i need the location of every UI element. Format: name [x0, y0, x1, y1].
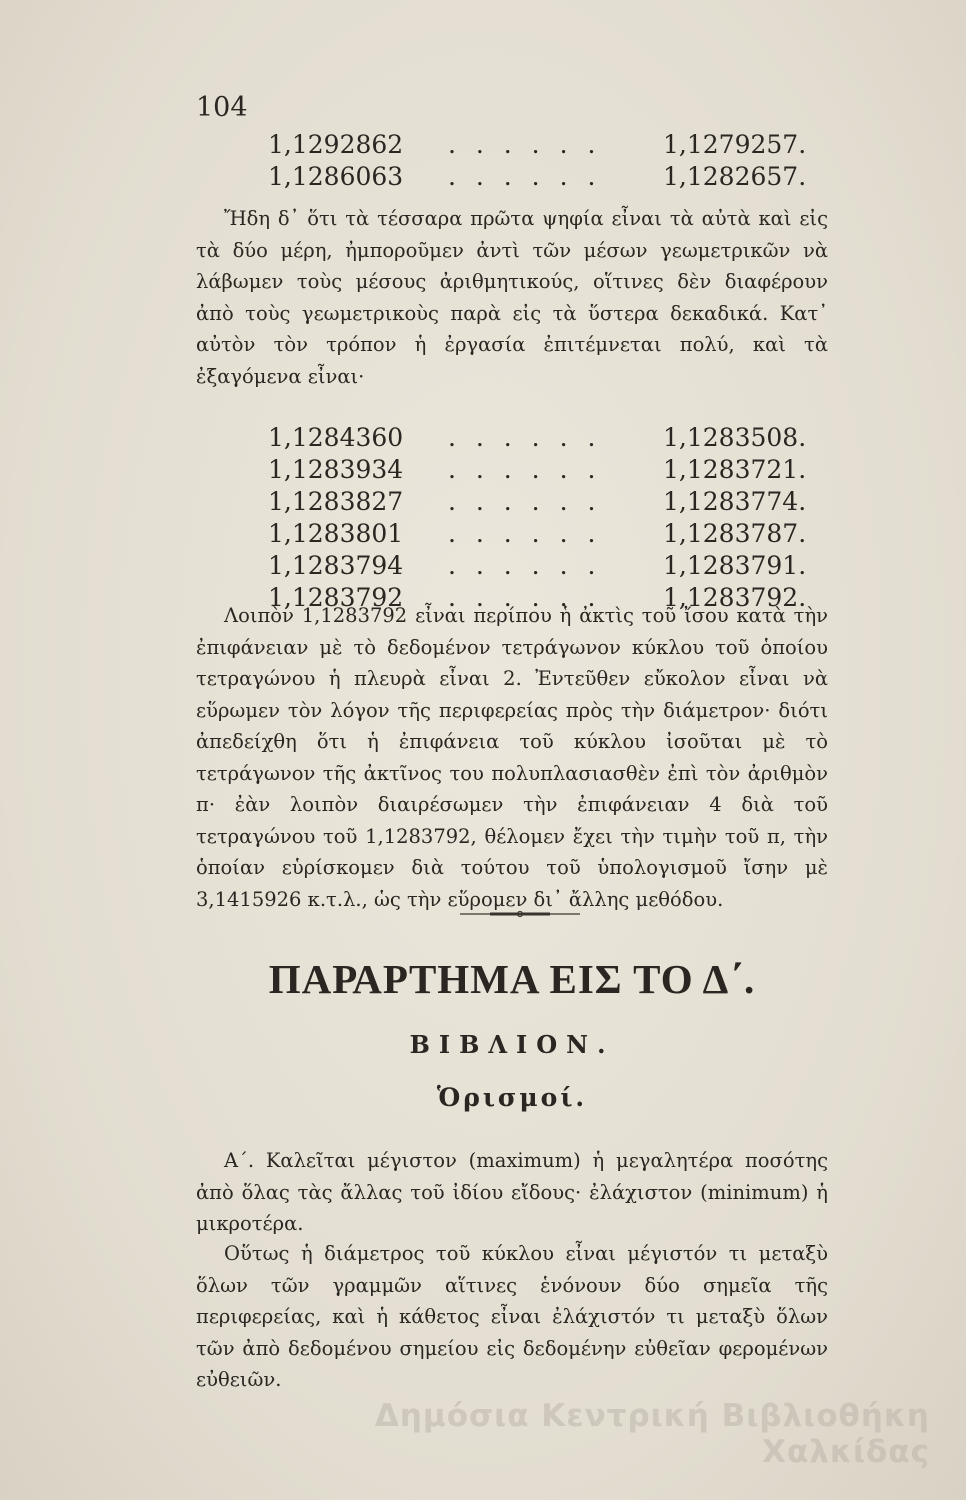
- left-value: 1,1283794: [268, 551, 404, 580]
- table-row: [268, 519, 828, 551]
- table-row: [268, 130, 828, 162]
- leader-dots: . . . . . .: [448, 423, 602, 452]
- leader-dots: . . . . . .: [448, 583, 602, 612]
- left-value: 1,1283827: [268, 487, 404, 516]
- leader-dots: . . . . . .: [448, 455, 602, 484]
- right-value: 1,1279257.: [663, 130, 807, 159]
- left-value: 1,1283801: [268, 519, 404, 548]
- paragraph-text: Α΄. Καλεῖται μέγιστον (maximum) ἡ μεγαλητέρα ποσότης ἀπὸ ὅλας τὰς ἄλλας τοῦ ἰδίου εἴδους· ἐλάχιστον (minimum) ἡ μικροτέρα.: [196, 1149, 828, 1235]
- left-value: 1,1284360: [268, 423, 404, 452]
- table-row: [268, 551, 828, 583]
- book-label: ΒΙΒΛΙΟΝ.: [409, 1030, 615, 1059]
- left-value: 1,1286063: [268, 162, 404, 191]
- result-number-table: [268, 423, 828, 615]
- left-value: 1,1283792: [268, 583, 404, 612]
- left-value: 1,1283934: [268, 455, 404, 484]
- right-value: 1,1283792.: [663, 583, 807, 612]
- page-number: 104: [196, 92, 248, 123]
- table-row: [268, 455, 828, 487]
- leader-dots: . . . . . .: [448, 519, 602, 548]
- right-value: 1,1283721.: [663, 455, 807, 484]
- paragraph-example: [196, 1238, 828, 1396]
- right-value: 1,1283508.: [663, 423, 807, 452]
- right-value: 1,1283774.: [663, 487, 807, 516]
- ornamental-divider: [460, 910, 580, 918]
- leader-dots: . . . . . .: [448, 551, 602, 580]
- paragraph-pi-derivation: [196, 600, 828, 915]
- appendix-title: ΠΑΡΑΡΤΗΜΑ ΕΙΣ ΤΟ Δ΄.: [268, 956, 756, 1002]
- leader-dots: . . . . . .: [448, 162, 602, 191]
- leader-dots: . . . . . .: [448, 130, 602, 159]
- paragraph-intro: [196, 203, 828, 392]
- right-value: 1,1283787.: [663, 519, 807, 548]
- left-value: 1,1292862: [268, 130, 404, 159]
- library-watermark: Δημόσια Κεντρική Βιβλιοθήκη Χαλκίδας: [374, 1398, 930, 1470]
- table-row: [268, 162, 828, 194]
- paragraph-definition-a: [196, 1145, 828, 1240]
- paragraph-text: Οὕτως ἡ διάμετρος τοῦ κύκλου εἶναι μέγιστόν τι μεταξὺ ὅλων τῶν γραμμῶν αἵτινες ἑνόνουν δύο σημεῖα τῆς περιφερείας, καὶ ἡ κάθετος εἶναι ἐλάχιστόν τι μεταξὺ ὅλων τῶν ἀπὸ δεδομένου σημείου εἰς δεδομένην εὐθεῖαν φερομένων εὐθειῶν.: [196, 1242, 828, 1391]
- table-row: [268, 487, 828, 519]
- table-row: [268, 423, 828, 455]
- definitions-heading: Ὁρισμοί.: [436, 1083, 588, 1112]
- right-value: 1,1283791.: [663, 551, 807, 580]
- top-number-table: [268, 130, 828, 194]
- right-value: 1,1282657.: [663, 162, 807, 191]
- leader-dots: . . . . . .: [448, 487, 602, 516]
- paragraph-text: Ἤδη δ᾽ ὅτι τὰ τέσσαρα πρῶτα ψηφία εἶναι τὰ αὐτὰ καὶ εἰς τὰ δύο μέρη, ἠμποροῦμεν ἀντὶ τῶν μέσων γεωμετρικῶν νὰ λάβωμεν τοὺς μέσους ἀριθμητικούς, οἵτινες δὲν διαφέρουν ἀπὸ τοὺς γεωμετρικοὺς παρὰ εἰς τὰ ὕστερα δεκαδικά. Κατ᾽ αὐτὸν τὸν τρόπον ἡ ἐργασία ἐπιτέμνεται πολύ, καὶ τὰ ἐξαγόμενα εἶναι·: [196, 207, 828, 388]
- paragraph-text: Λοιπὸν 1,1283792 εἶναι περίπου ἡ ἀκτὶς τοῦ ἴσου κατὰ τὴν ἐπιφάνειαν μὲ τὸ δεδομένον τετράγωνον κύκλου τοῦ ὁποίου τετραγώνου ἡ πλευρὰ εἶναι 2. Ἐντεῦθεν εὔκολον εἶναι νὰ εὕρωμεν τὸν λόγον τῆς περιφερείας πρὸς τὴν διάμετρον· διότι ἀπεδείχθη ὅτι ἡ ἐπιφάνεια τοῦ κύκλου ἰσοῦται μὲ τὸ τετράγωνον τῆς ἀκτῖνος του πολυπλασιασθὲν ἐπὶ τὸν ἀριθμὸν π· ἐὰν λοιπὸν διαιρέσωμεν τὴν ἐπιφάνειαν 4 διὰ τοῦ τετραγώνου τοῦ 1,1283792, θέλομεν ἔχει τὴν τιμὴν τοῦ π, τὴν ὁποίαν εὑρίσκομεν διὰ τούτου τοῦ ὑπολογισμοῦ ἴσην μὲ 3,1415926 κ.τ.λ., ὡς τὴν εὕρομεν δι᾽ ἄλλης μεθόδου.: [196, 604, 828, 911]
